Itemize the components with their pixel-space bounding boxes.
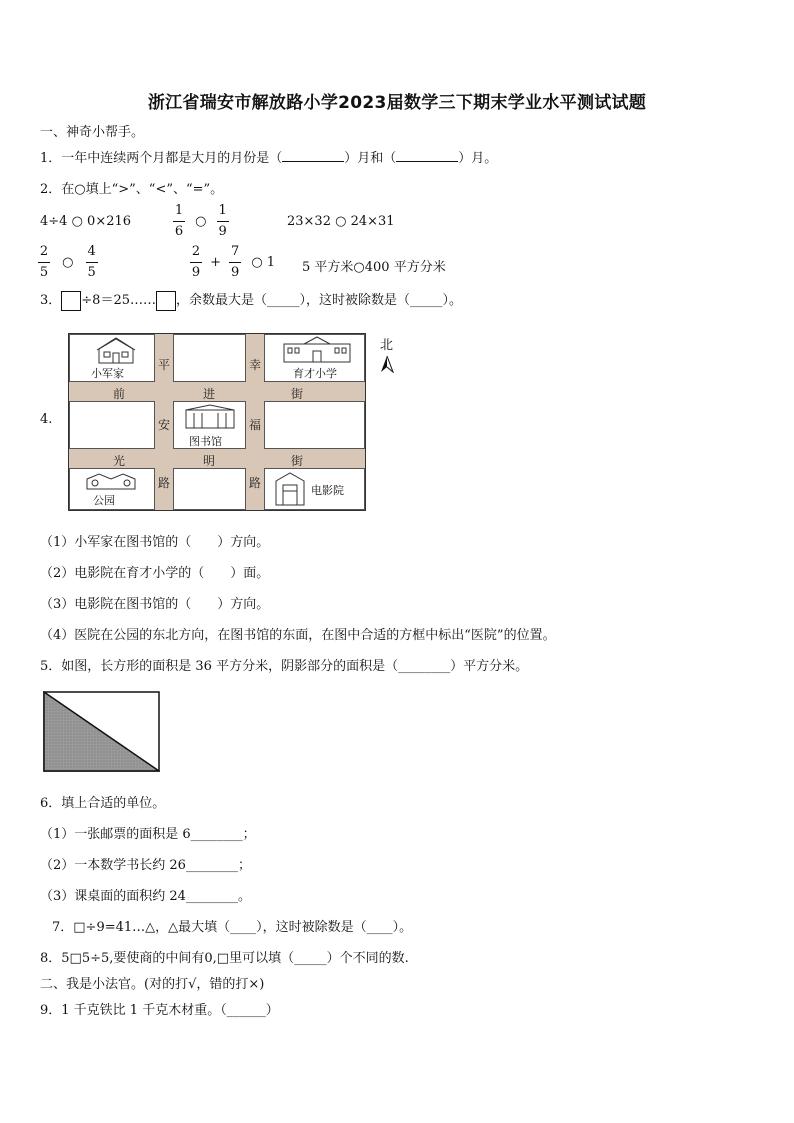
q1-end: ）月。: [458, 151, 498, 166]
map-block: [173, 334, 246, 382]
park-icon: [83, 471, 139, 491]
road-label: 光: [113, 454, 126, 468]
north-label: 北: [380, 338, 394, 353]
north-arrow-icon: [380, 355, 394, 373]
road-label: 福: [249, 418, 262, 432]
fraction: $\frac{2}{9}$: [191, 244, 201, 280]
compare-a: 4÷4 ○ 0×216: [40, 214, 132, 229]
house-icon: [95, 337, 137, 365]
fraction: $\frac{1}{9}$: [218, 203, 227, 239]
compare-d: $\frac{2}{5}$ ○ $\frac{4}{5}$: [39, 244, 96, 280]
home-label: 小军家: [91, 367, 124, 380]
question-4-4: （4）医院在公园的东北方向，在图书馆的东面，在图中合适的方框中标出“医院”的位置。: [40, 628, 556, 643]
question-3: 3． ÷8＝25…… ，余数最大是（_____），这时被除数是（_____）。: [40, 289, 462, 311]
fraction: $\frac{2}{5}$: [39, 244, 49, 280]
shaded-rectangle-figure: [43, 691, 160, 772]
question-4-1: （1）小军家在图书馆的（ ）方向。: [40, 535, 270, 550]
cinema-label: 电影院: [311, 484, 344, 497]
compare-e: $\frac{2}{9}$ + $\frac{7}{9}$ ○ 1: [191, 244, 276, 280]
q1-mid: ）月和（: [344, 151, 397, 166]
cinema-building-icon: [273, 471, 307, 507]
fraction: $\frac{4}{5}$: [87, 244, 96, 280]
compare-c: 23×32 ○ 24×31: [287, 214, 395, 229]
school-label: 育才小学: [293, 367, 337, 380]
question-7: 7．□÷9=41…△，△最大填（____），这时被除数是（____）。: [52, 920, 413, 935]
road-label: 平: [158, 358, 171, 372]
question-4-3: （3）电影院在图书馆的（ ）方向。: [40, 597, 270, 612]
question-9: 9．1 千克铁比 1 千克木材重。（______）: [40, 1003, 279, 1018]
question-1: [40, 147, 497, 166]
section-heading-2: 二、我是小法官。(对的打√，错的打×): [40, 977, 265, 992]
question-4-number: 4.: [40, 412, 53, 427]
road-label: 前: [113, 387, 126, 401]
road-label: 街: [291, 454, 304, 468]
section-heading-1: 一、神奇小帮手。: [40, 125, 145, 140]
question-6: 6．填上合适的单位。: [40, 796, 166, 811]
map-block: [264, 401, 365, 449]
compare-b: $\frac{1}{6}$ ○ $\frac{1}{9}$: [174, 203, 227, 239]
question-6-1: （1）一张邮票的面积是 6________；: [40, 827, 256, 842]
road-label: 安: [158, 418, 171, 432]
question-2: 2．在○填上“>”、“<”、“=”。: [40, 182, 224, 197]
map-block: [173, 468, 246, 510]
answer-box[interactable]: [61, 291, 81, 311]
fraction: $\frac{7}{9}$: [231, 244, 240, 280]
question-4-2: （2）电影院在育才小学的（ ）面。: [40, 566, 270, 581]
question-8: 8．5□5÷5,要使商的中间有0,□里可以填（_____）个不同的数.: [40, 951, 409, 966]
road-label: 街: [291, 387, 304, 401]
school-building-icon: [282, 336, 352, 364]
answer-blank[interactable]: [396, 161, 458, 162]
road-label: 进: [203, 387, 216, 401]
answer-blank[interactable]: [282, 161, 344, 162]
road-label: 路: [249, 476, 262, 490]
library-building-icon: [184, 404, 236, 430]
park-label: 公园: [93, 494, 115, 507]
north-indicator: [380, 334, 394, 373]
map-block: [69, 401, 155, 449]
question-6-2: （2）一本数学书长约 26________；: [40, 858, 251, 873]
compare-f: 5 平方米○400 平方分米: [302, 260, 446, 275]
page-title: 浙江省瑞安市解放路小学2023届数学三下期末学业水平测试试题: [147, 93, 647, 113]
road-label: 明: [203, 454, 216, 468]
road-label: 路: [158, 476, 171, 490]
question-5: 5．如图，长方形的面积是 36 平方分米，阴影部分的面积是（________）平方分米。: [40, 659, 529, 674]
answer-box[interactable]: [156, 291, 176, 311]
q1-text: 1．一年中连续两个月都是大月的月份是（: [40, 151, 283, 166]
library-label: 图书馆: [189, 435, 222, 448]
road-label: 幸: [249, 358, 262, 372]
fraction: $\frac{1}{6}$: [174, 203, 184, 239]
question-6-3: （3）课桌面的面积约 24________。: [40, 889, 251, 904]
street-map: [68, 333, 366, 511]
